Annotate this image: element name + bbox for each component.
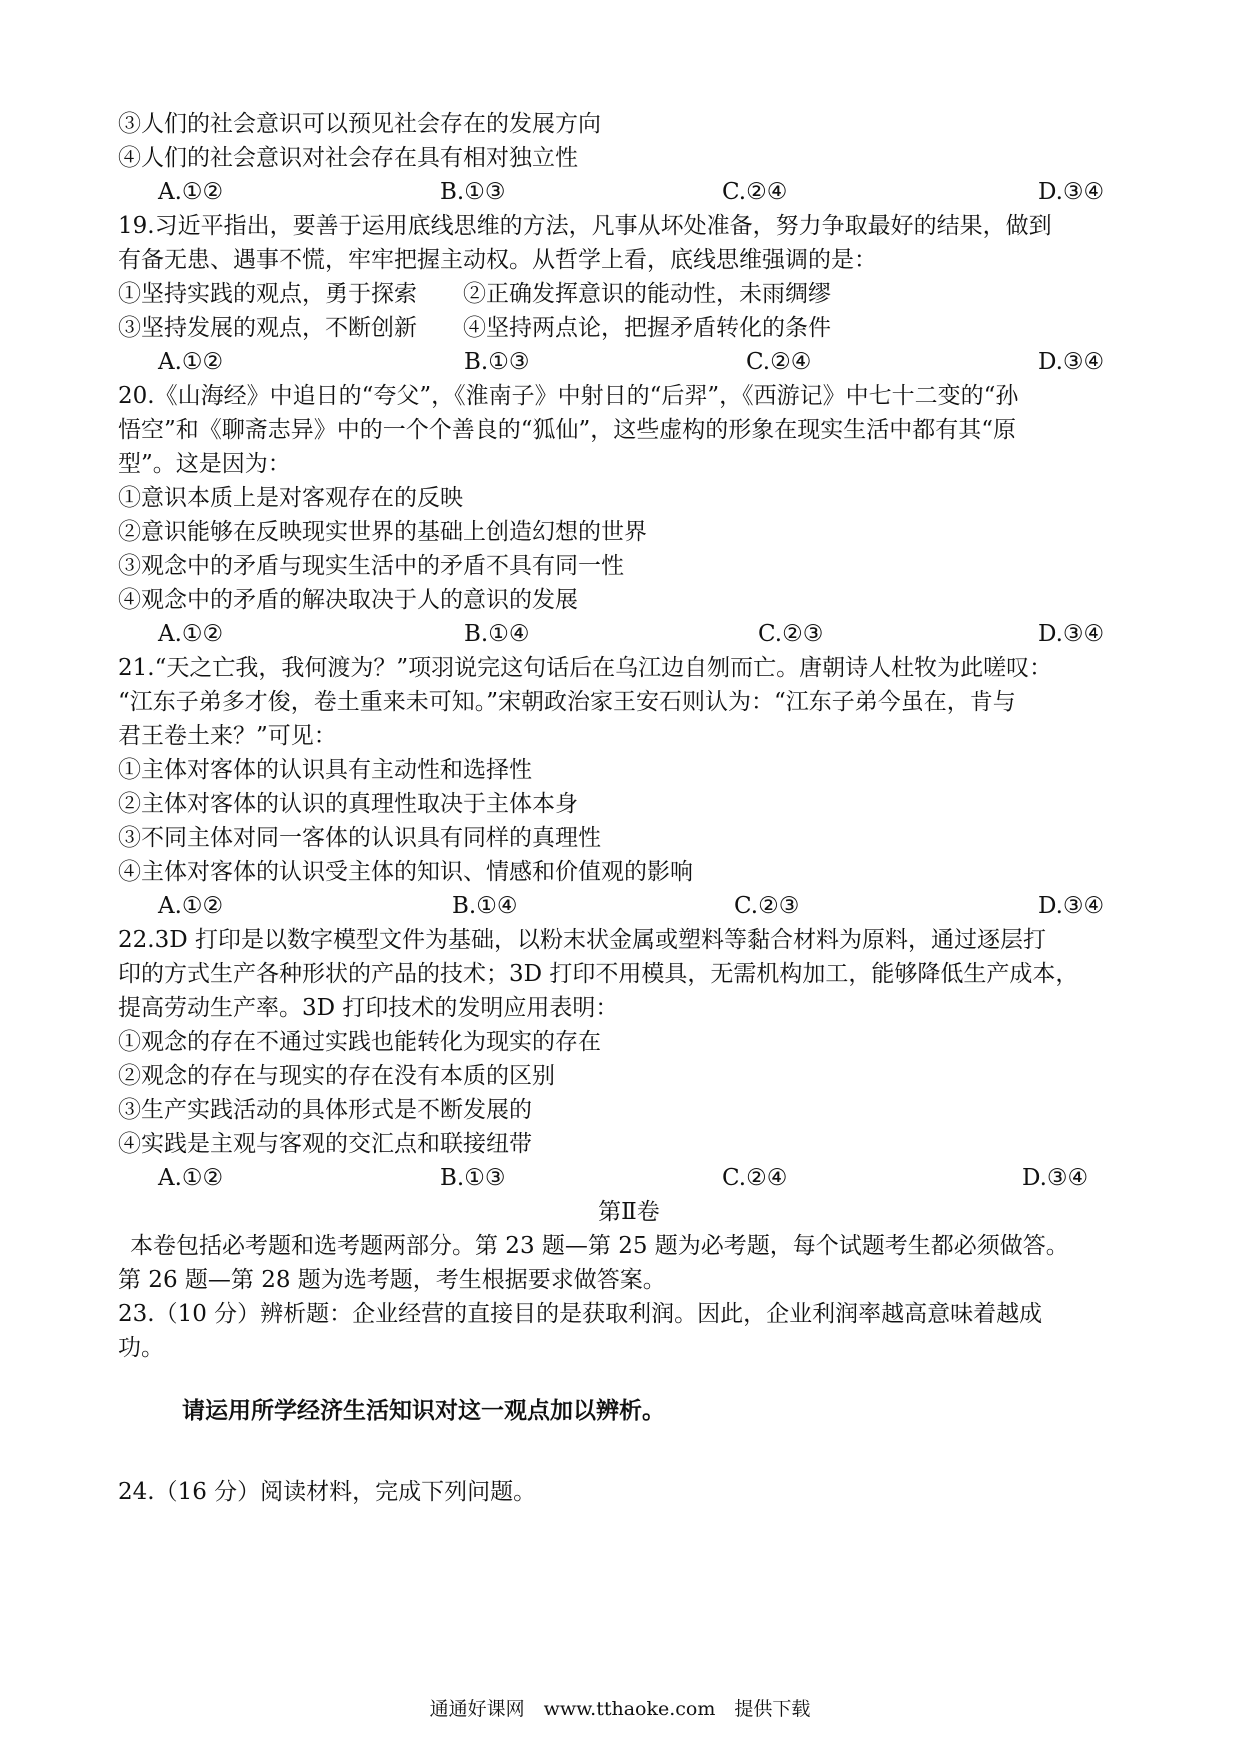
q21-item-4: ④主体对客体的认识受主体的知识、情感和价值观的影响 bbox=[118, 859, 693, 885]
q18-option-d: D.③④ bbox=[1038, 179, 1105, 205]
q18-item-4: ④人们的社会意识对社会存在具有相对独立性 bbox=[118, 145, 578, 171]
q20-stem-line-1: 20.《山海经》中追日的“夸父”，《淮南子》中射日的“后羿”，《西游记》中七十二变的“孙 bbox=[118, 383, 1019, 409]
q20-item-4: ④观念中的矛盾的解决取决于人的意识的发展 bbox=[118, 587, 578, 613]
q21-stem-line-1: 21.“天之亡我，我何渡为？”项羽说完这句话后在乌江边自刎而亡。唐朝诗人杜牧为此嗟叹： bbox=[118, 655, 1053, 681]
q21-option-c: C.②③ bbox=[734, 893, 800, 919]
q20-stem-line-2: 悟空”和《聊斋志异》中的一个个善良的“狐仙”，这些虚构的形象在现实生活中都有其“原 bbox=[118, 417, 1017, 443]
q18-item-3: ③人们的社会意识可以预见社会存在的发展方向 bbox=[118, 111, 601, 137]
q20-option-a: A.①② bbox=[158, 621, 224, 647]
q20-option-c: C.②③ bbox=[758, 621, 824, 647]
q21-item-1: ①主体对客体的认识具有主动性和选择性 bbox=[118, 757, 532, 783]
q20-option-b: B.①④ bbox=[464, 621, 530, 647]
q23-stem-line-2: 功。 bbox=[118, 1335, 164, 1361]
page-footer: 通通好课网 www.tthaoke.com 提供下载 bbox=[429, 1698, 811, 1720]
q20-item-2: ②意识能够在反映现实世界的基础上创造幻想的世界 bbox=[118, 519, 647, 545]
q19-items-3-4: ③坚持发展的观点，不断创新 ④坚持两点论，把握矛盾转化的条件 bbox=[118, 315, 831, 341]
q21-option-b: B.①④ bbox=[452, 893, 518, 919]
q19-stem-line-1: 19.习近平指出，要善于运用底线思维的方法，凡事从坏处准备，努力争取最好的结果，做到 bbox=[118, 213, 1052, 239]
q19-option-c: C.②④ bbox=[746, 349, 812, 375]
q18-option-b: B.①③ bbox=[440, 179, 506, 205]
q21-stem-line-3: 君王卷土来？”可见： bbox=[118, 723, 337, 749]
q22-stem-line-3: 提高劳动生产率。3D 打印技术的发明应用表明： bbox=[118, 995, 619, 1021]
q19-items-1-2: ①坚持实践的观点，勇于探索 ②正确发挥意识的能动性，未雨绸缪 bbox=[118, 281, 831, 307]
q19-option-d: D.③④ bbox=[1038, 349, 1105, 375]
q20-item-3: ③观念中的矛盾与现实生活中的矛盾不具有同一性 bbox=[118, 553, 624, 579]
q23-stem-line-1: 23.（10 分）辨析题：企业经营的直接目的是获取利润。因此，企业利润率越高意味着越成 bbox=[118, 1301, 1043, 1327]
part2-intro-line-1: 本卷包括必考题和选考题两部分。第 23 题—第 25 题为必考题，每个试题考生都必须做答。 bbox=[130, 1233, 1069, 1259]
q20-option-d: D.③④ bbox=[1038, 621, 1105, 647]
q20-stem-line-3: 型”。这是因为： bbox=[118, 451, 291, 477]
q22-option-b: B.①③ bbox=[440, 1165, 506, 1191]
q19-option-b: B.①③ bbox=[464, 349, 530, 375]
q22-stem-line-2: 印的方式生产各种形状的产品的技术；3D 打印不用模具，无需机构加工，能够降低生产成本， bbox=[118, 961, 1079, 987]
q22-option-a: A.①② bbox=[158, 1165, 224, 1191]
q18-option-a: A.①② bbox=[158, 179, 224, 205]
part2-intro-line-2: 第 26 题—第 28 题为选考题，考生根据要求做答案。 bbox=[118, 1267, 666, 1293]
q21-item-2: ②主体对客体的认识的真理性取决于主体本身 bbox=[118, 791, 578, 817]
q20-item-1: ①意识本质上是对客观存在的反映 bbox=[118, 485, 463, 511]
q22-item-3: ③生产实践活动的具体形式是不断发展的 bbox=[118, 1097, 532, 1123]
q22-stem-line-1: 22.3D 打印是以数字模型文件为基础，以粉末状金属或塑料等黏合材料为原料，通过逐层打 bbox=[118, 927, 1046, 953]
q21-option-a: A.①② bbox=[158, 893, 224, 919]
q21-stem-line-2: “江东子弟多才俊，卷土重来未可知。”宋朝政治家王安石则认为：“江东子弟今虽在，肯与 bbox=[118, 689, 1016, 715]
q18-option-c: C.②④ bbox=[722, 179, 788, 205]
q22-option-c: C.②④ bbox=[722, 1165, 788, 1191]
q23-instruction: 请运用所学经济生活知识对这一观点加以辨析。 bbox=[182, 1397, 665, 1424]
q22-item-1: ①观念的存在不通过实践也能转化为现实的存在 bbox=[118, 1029, 601, 1055]
part2-title: 第Ⅱ卷 bbox=[598, 1199, 660, 1225]
q22-item-4: ④实践是主观与客观的交汇点和联接纽带 bbox=[118, 1131, 532, 1157]
q21-option-d: D.③④ bbox=[1038, 893, 1105, 919]
q19-stem-line-2: 有备无患、遇事不慌，牢牢把握主动权。从哲学上看，底线思维强调的是： bbox=[118, 247, 877, 273]
q19-option-a: A.①② bbox=[158, 349, 224, 375]
q24-stem: 24.（16 分）阅读材料，完成下列问题。 bbox=[118, 1479, 537, 1505]
q22-option-d: D.③④ bbox=[1022, 1165, 1089, 1191]
q22-item-2: ②观念的存在与现实的存在没有本质的区别 bbox=[118, 1063, 555, 1089]
q21-item-3: ③不同主体对同一客体的认识具有同样的真理性 bbox=[118, 825, 601, 851]
